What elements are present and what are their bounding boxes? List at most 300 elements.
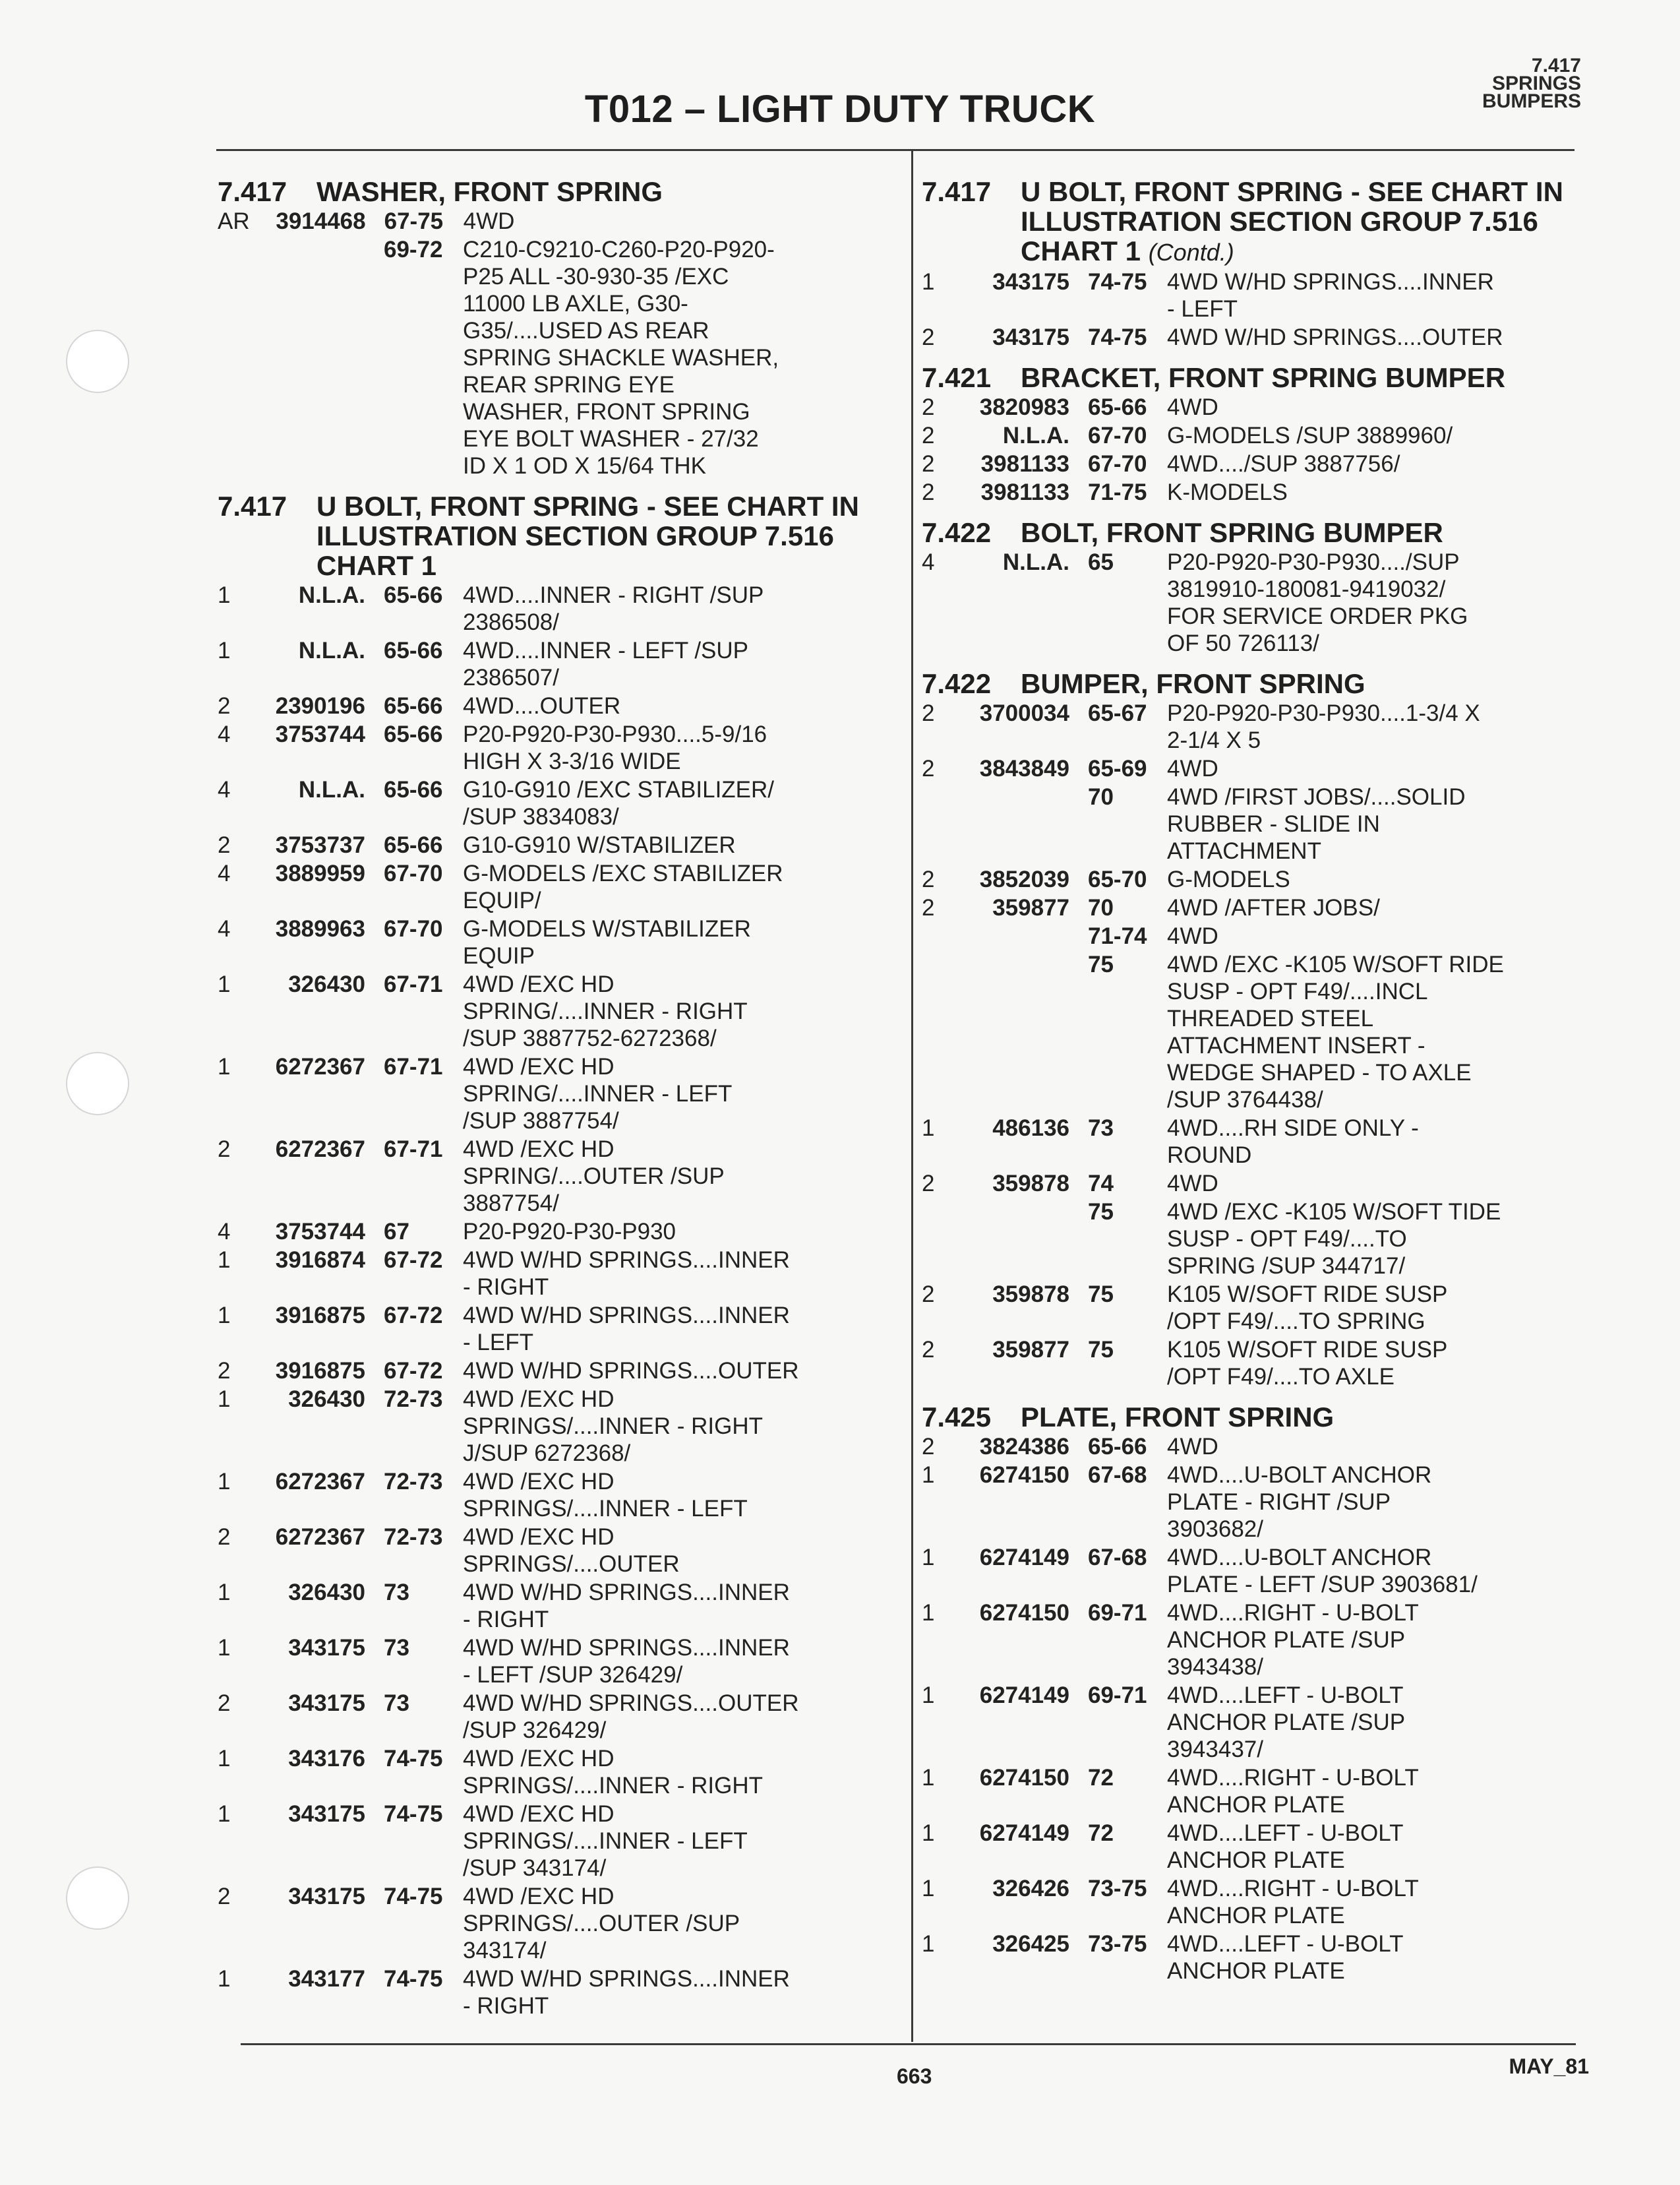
description: 4WD	[1167, 756, 1218, 782]
description: 4WD /EXC HD SPRINGS/....OUTER	[463, 1524, 680, 1577]
model-years: 67-71	[384, 971, 443, 997]
part-number: 343175	[992, 324, 1069, 350]
part-number: N.L.A.	[1002, 423, 1069, 448]
quantity: 2	[922, 867, 935, 892]
part-number: 3753744	[275, 722, 365, 747]
part-row	[922, 450, 1594, 477]
model-years: 67-71	[384, 1136, 443, 1162]
model-years: 73-75	[1088, 1931, 1147, 1957]
part-number: 326425	[992, 1931, 1069, 1957]
part-number	[953, 923, 1088, 950]
part-row	[922, 422, 1594, 449]
part-number: 343176	[288, 1746, 365, 1771]
section-title-text: BOLT, FRONT SPRING BUMPER	[1021, 517, 1443, 548]
description: 4WD W/HD SPRINGS....INNER - LEFT /SUP 326429/	[463, 1635, 790, 1688]
model-years: 73-75	[1088, 1876, 1147, 1901]
section-title-text: BUMPER, FRONT SPRING	[1021, 668, 1365, 699]
part-row	[218, 1053, 884, 1134]
section-number: 7.417	[218, 176, 287, 207]
quantity: 2	[218, 1884, 231, 1909]
description: 4WD /EXC HD SPRING/....OUTER /SUP 3887754/	[463, 1136, 725, 1216]
model-years: 65-66	[1088, 1434, 1147, 1460]
section	[218, 491, 884, 2019]
quantity: 2	[218, 693, 231, 719]
part-row	[922, 324, 1594, 351]
section	[922, 177, 1594, 351]
model-years: 67-72	[384, 1247, 443, 1273]
quantity: AR	[218, 208, 250, 234]
description: G-MODELS /SUP 3889960/	[1167, 423, 1453, 448]
section-title-text: PLATE, FRONT SPRING	[1021, 1401, 1335, 1432]
part-number: 343175	[288, 1801, 365, 1827]
part-row	[922, 1170, 1594, 1197]
quantity: 2	[922, 895, 935, 921]
description: 4WD W/HD SPRINGS....INNER - RIGHT	[463, 1247, 790, 1300]
part-number: 6274150	[979, 1765, 1069, 1791]
quantity: 1	[218, 971, 231, 997]
description: 4WD /EXC HD SPRINGS/....INNER - RIGHT J/SUP 6272368/	[463, 1386, 764, 1466]
quantity: 1	[218, 1247, 231, 1273]
page-title: T012 – LIGHT DUTY TRUCK	[584, 88, 1096, 131]
description: 4WD....RIGHT - U-BOLT ANCHOR PLATE /SUP 3943438/	[1167, 1600, 1419, 1680]
part-row	[218, 692, 884, 720]
description: 4WD....RH SIDE ONLY - ROUND	[1167, 1115, 1419, 1168]
model-years: 65-66	[384, 777, 443, 803]
model-years: 74-75	[384, 1801, 443, 1827]
section-number: 7.417	[218, 491, 287, 522]
part-number: N.L.A.	[298, 777, 365, 803]
description: G-MODELS	[1167, 867, 1290, 892]
description: 4WD....LEFT - U-BOLT ANCHOR PLATE	[1167, 1931, 1404, 1984]
quantity: 2	[218, 1524, 231, 1550]
part-row	[218, 915, 884, 969]
description: P20-P920-P30-P930....5-9/16 HIGH X 3-3/16 WIDE	[463, 722, 767, 774]
part-number: 3700034	[979, 700, 1069, 726]
model-years: 70	[1088, 784, 1114, 810]
quantity: 2	[218, 1136, 231, 1162]
part-number: 3981133	[980, 479, 1069, 505]
part-number: 6272367	[275, 1054, 365, 1080]
description: G10-G910 /EXC STABILIZER/ /SUP 3834083/	[463, 777, 775, 830]
part-number: 3889959	[275, 861, 365, 886]
model-years: 65-70	[1088, 867, 1147, 892]
quantity: 1	[218, 1966, 231, 1992]
quantity: 2	[922, 324, 935, 350]
model-years: 71-74	[1088, 923, 1147, 949]
part-number	[953, 784, 1088, 865]
description: 4WD....RIGHT - U-BOLT ANCHOR PLATE	[1167, 1765, 1419, 1818]
part-number: 343177	[288, 1966, 365, 1992]
part-number	[953, 951, 1088, 1113]
model-years: 67-72	[384, 1303, 443, 1328]
quantity: 1	[922, 1682, 935, 1708]
description: 4WD	[1167, 1171, 1218, 1196]
part-row	[218, 1883, 884, 1964]
description: K105 W/SOFT RIDE SUSP /OPT F49/....TO AXLE	[1167, 1337, 1448, 1390]
description: 4WD	[1167, 923, 1218, 949]
section-header	[922, 518, 1594, 547]
model-years: 65-66	[384, 582, 443, 608]
model-years: 75	[1088, 1199, 1114, 1225]
part-row	[922, 700, 1594, 754]
part-number: 3916874	[275, 1247, 365, 1273]
description: 4WD..../SUP 3887756/	[1167, 451, 1400, 477]
section-title	[1021, 518, 1594, 547]
quantity: 1	[922, 269, 935, 295]
part-number: 3889963	[275, 916, 365, 942]
quantity: 4	[922, 549, 935, 575]
part-row	[922, 923, 1594, 950]
model-years: 67-68	[1088, 1545, 1147, 1570]
quantity: 1	[218, 1746, 231, 1771]
description: 4WD W/HD SPRINGS....INNER - LEFT	[1167, 269, 1494, 322]
description: 4WD	[1167, 394, 1218, 420]
model-years: 74-75	[1088, 324, 1147, 350]
part-row	[922, 1433, 1594, 1460]
description: 4WD	[463, 208, 515, 234]
part-number: 2390196	[275, 693, 365, 719]
part-number: 3820983	[979, 394, 1069, 420]
model-years: 67-71	[384, 1054, 443, 1080]
description: 4WD /EXC HD SPRINGS/....OUTER /SUP 343174/	[463, 1884, 740, 1963]
part-row	[218, 1136, 884, 1217]
model-years: 71-75	[1088, 479, 1147, 505]
part-number: 3824386	[979, 1434, 1069, 1460]
part-row	[218, 582, 884, 636]
section-header	[218, 177, 884, 206]
model-years: 74-75	[384, 1884, 443, 1909]
section	[922, 363, 1594, 506]
quantity: 1	[218, 1580, 231, 1605]
section-header	[922, 177, 1594, 267]
part-number: 343175	[288, 1635, 365, 1661]
part-row	[218, 1579, 884, 1633]
binder-hole-middle	[66, 1052, 129, 1115]
model-years: 72	[1088, 1765, 1114, 1791]
model-years: 67-70	[384, 861, 443, 886]
group-number: 7.417	[1531, 55, 1581, 77]
part-row	[922, 268, 1594, 323]
model-years: 65-66	[384, 638, 443, 663]
quantity	[218, 236, 249, 479]
part-number: 3916875	[275, 1358, 365, 1384]
section-number: 7.425	[922, 1401, 992, 1432]
description: 4WD W/HD SPRINGS....OUTER /SUP 326429/	[463, 1690, 799, 1743]
part-row	[922, 1599, 1594, 1680]
model-years: 72-73	[384, 1469, 443, 1494]
section-title	[316, 177, 884, 206]
section-number: 7.417	[922, 176, 992, 207]
description: 4WD W/HD SPRINGS....OUTER	[1167, 324, 1503, 350]
model-years: 67-72	[384, 1358, 443, 1384]
part-row	[922, 1198, 1594, 1279]
description: 4WD....INNER - LEFT /SUP 2386507/	[463, 638, 749, 691]
section	[922, 669, 1594, 1390]
part-number: 3843849	[979, 756, 1069, 782]
model-years: 69-71	[1088, 1682, 1147, 1708]
part-number: 6274149	[979, 1545, 1069, 1570]
quantity: 1	[218, 1386, 231, 1412]
description: 4WD....LEFT - U-BOLT ANCHOR PLATE /SUP 3943437/	[1167, 1682, 1406, 1762]
part-row	[218, 1634, 884, 1688]
section-title-text: BRACKET, FRONT SPRING BUMPER	[1021, 362, 1506, 393]
part-row	[922, 1875, 1594, 1929]
quantity: 2	[922, 1434, 935, 1460]
section-title-text: WASHER, FRONT SPRING	[316, 176, 663, 207]
model-years: 70	[1088, 895, 1114, 921]
model-years: 75	[1088, 952, 1114, 977]
description: 4WD /EXC -K105 W/SOFT TIDE SUSP - OPT F49/....TO SPRING /SUP 344717/	[1167, 1199, 1501, 1279]
quantity: 1	[922, 1462, 935, 1488]
part-row	[218, 1386, 884, 1467]
model-years: 75	[1088, 1337, 1114, 1363]
model-years: 67	[384, 1219, 409, 1245]
quantity	[922, 923, 953, 950]
description: 4WD	[1167, 1434, 1218, 1460]
description: 4WD....OUTER	[463, 693, 621, 719]
part-row	[922, 894, 1594, 921]
quantity: 1	[922, 1931, 935, 1957]
part-row	[922, 784, 1594, 865]
part-number: 359877	[992, 1337, 1069, 1363]
section-number: 7.422	[922, 668, 992, 699]
description: 4WD W/HD SPRINGS....INNER - RIGHT	[463, 1966, 790, 2019]
part-row	[218, 832, 884, 859]
quantity	[922, 784, 953, 865]
left-column	[218, 177, 884, 2022]
quantity: 2	[922, 1337, 935, 1363]
part-number: 326430	[288, 1580, 365, 1605]
quantity: 2	[922, 451, 935, 477]
part-number: 3852039	[979, 867, 1069, 892]
part-row	[922, 1281, 1594, 1335]
part-row	[218, 1965, 884, 2019]
part-row	[922, 951, 1594, 1113]
quantity: 1	[218, 638, 231, 663]
model-years: 65-66	[1088, 394, 1147, 420]
part-number: 486136	[992, 1115, 1069, 1141]
description: 4WD /EXC HD SPRING/....INNER - RIGHT /SUP 3887752-6272368/	[463, 971, 748, 1051]
section-title-text: U BOLT, FRONT SPRING - SEE CHART IN ILLUSTRATION SECTION GROUP 7.516 CHART 1	[316, 491, 859, 581]
quantity: 2	[922, 1281, 935, 1307]
description: C210-C9210-C260-P20-P920- P25 ALL -30-930-35 /EXC 11000 LB AXLE, G30- G35/....USED AS REAR SPRING SHACKLE WASHER, REAR SPRING EYE WASHER, FRONT SPRING EYE BOLT WASHER - 27/32 ID X 1 OD X 15/64 THK	[463, 237, 779, 479]
description: K105 W/SOFT RIDE SUSP /OPT F49/....TO SPRING	[1167, 1281, 1448, 1334]
quantity	[922, 1198, 953, 1279]
section-title	[1021, 1402, 1594, 1432]
section	[922, 518, 1594, 657]
part-row	[218, 1246, 884, 1301]
part-number: 359878	[992, 1281, 1069, 1307]
part-number: 343175	[288, 1884, 365, 1909]
part-number: 6272367	[275, 1524, 365, 1550]
part-number: 359878	[992, 1171, 1069, 1196]
section-header	[218, 491, 884, 580]
model-years: 65-66	[384, 693, 443, 719]
page-number: 663	[897, 2064, 932, 2088]
part-row	[218, 1690, 884, 1744]
model-years: 75	[1088, 1281, 1114, 1307]
description: 4WD /EXC HD SPRING/....INNER - LEFT /SUP 3887754/	[463, 1054, 733, 1134]
part-row	[922, 1462, 1594, 1543]
part-row	[922, 1544, 1594, 1598]
part-row	[922, 1336, 1594, 1390]
binder-hole-bottom	[66, 1866, 129, 1930]
binder-hole-top	[66, 330, 129, 393]
quantity: 2	[922, 479, 935, 505]
model-years: 67-68	[1088, 1462, 1147, 1488]
quantity: 1	[922, 1820, 935, 1846]
part-number: 3916875	[275, 1303, 365, 1328]
quantity: 1	[922, 1545, 935, 1570]
quantity: 1	[218, 1303, 231, 1328]
description: 4WD /EXC -K105 W/SOFT RIDE SUSP - OPT F49/....INCL THREADED STEEL ATTACHMENT INSERT - WEDGE SHAPED - TO AXLE /SUP 3764438/	[1167, 952, 1504, 1113]
description: 4WD W/HD SPRINGS....INNER - RIGHT	[463, 1580, 790, 1632]
section-number: 7.421	[922, 362, 992, 393]
group-topic-springs: SPRINGS	[1491, 73, 1581, 94]
model-years: 74-75	[1088, 269, 1147, 295]
description: 4WD....RIGHT - U-BOLT ANCHOR PLATE	[1167, 1876, 1419, 1928]
part-row	[922, 1930, 1594, 1985]
revision-date: MAY_81	[1509, 2054, 1589, 2078]
part-row	[922, 1820, 1594, 1874]
footer-rule	[241, 2043, 1576, 2045]
group-topic-bumpers: BUMPERS	[1482, 90, 1581, 112]
quantity: 1	[922, 1876, 935, 1901]
part-number: 3981133	[980, 451, 1069, 477]
description: 4WD....INNER - RIGHT /SUP 2386508/	[463, 582, 764, 635]
model-years: 73	[384, 1690, 409, 1716]
section-number: 7.422	[922, 517, 992, 548]
part-row	[218, 1523, 884, 1578]
model-years: 67-70	[1088, 451, 1147, 477]
quantity: 4	[218, 916, 231, 942]
model-years: 72-73	[384, 1386, 443, 1412]
model-years: 73	[384, 1635, 409, 1661]
description: 4WD /EXC HD SPRINGS/....INNER - RIGHT	[463, 1746, 764, 1799]
column-divider	[911, 149, 913, 2042]
quantity: 1	[922, 1115, 935, 1141]
part-number: N.L.A.	[298, 582, 365, 608]
section	[922, 1402, 1594, 1985]
description: K-MODELS	[1167, 479, 1288, 505]
part-row	[922, 755, 1594, 782]
quantity: 2	[922, 394, 935, 420]
description: P20-P920-P30-P930....1-3/4 X 2-1/4 X 5	[1167, 700, 1480, 753]
part-row	[218, 860, 884, 914]
quantity: 1	[218, 1054, 231, 1080]
description: 4WD....U-BOLT ANCHOR PLATE - LEFT /SUP 3903681/	[1167, 1545, 1478, 1597]
section-title	[1021, 669, 1594, 698]
quantity: 2	[218, 1690, 231, 1716]
model-years: 65-69	[1088, 756, 1147, 782]
quantity: 1	[218, 1635, 231, 1661]
part-row	[218, 1302, 884, 1356]
part-row	[218, 208, 884, 235]
description: 4WD....LEFT - U-BOLT ANCHOR PLATE	[1167, 1820, 1404, 1873]
description: G10-G910 W/STABILIZER	[463, 832, 736, 858]
part-number	[953, 1198, 1088, 1279]
part-number: N.L.A.	[298, 638, 365, 663]
model-years: 72-73	[384, 1524, 443, 1550]
part-number: 3914468	[276, 208, 366, 234]
quantity	[922, 951, 953, 1113]
section-header	[922, 669, 1594, 698]
quantity: 2	[218, 1358, 231, 1384]
part-row	[218, 721, 884, 775]
section	[218, 177, 884, 479]
quantity: 4	[218, 861, 231, 886]
quantity: 1	[218, 1469, 231, 1494]
section-title-note: (Contd.)	[1148, 239, 1234, 266]
model-years: 73	[1088, 1115, 1114, 1141]
model-years: 67-75	[384, 208, 444, 234]
model-years: 65-66	[384, 832, 443, 858]
right-column	[922, 177, 1594, 1987]
description: 4WD /FIRST JOBS/....SOLID RUBBER - SLIDE IN ATTACHMENT	[1167, 784, 1466, 864]
part-number: 326430	[288, 1386, 365, 1412]
part-row	[922, 1682, 1594, 1763]
description: 4WD /EXC HD SPRINGS/....INNER - LEFT /SUP 343174/	[463, 1801, 748, 1881]
part-row	[218, 776, 884, 830]
model-years: 73	[384, 1580, 409, 1605]
part-number: 6274150	[979, 1600, 1069, 1626]
quantity: 2	[922, 1171, 935, 1196]
part-number	[249, 236, 384, 479]
part-row	[922, 394, 1594, 421]
part-row	[922, 479, 1594, 506]
part-row	[922, 1115, 1594, 1169]
section-title	[1021, 363, 1594, 392]
part-row	[218, 1357, 884, 1384]
quantity: 2	[922, 700, 935, 726]
description: 4WD /AFTER JOBS/	[1167, 895, 1380, 921]
section-header	[922, 1402, 1594, 1432]
description: 4WD /EXC HD SPRINGS/....INNER - LEFT	[463, 1469, 748, 1522]
model-years: 69-72	[384, 237, 443, 262]
description: G-MODELS W/STABILIZER EQUIP	[463, 916, 751, 969]
section-title-text: U BOLT, FRONT SPRING - SEE CHART IN ILLUSTRATION SECTION GROUP 7.516 CHART 1	[1021, 176, 1563, 266]
quantity: 1	[218, 582, 231, 608]
model-years: 69-71	[1088, 1600, 1147, 1626]
part-row	[218, 1468, 884, 1522]
section-title	[1021, 177, 1594, 267]
part-number: 6274149	[979, 1820, 1069, 1846]
quantity: 1	[922, 1600, 935, 1626]
part-number: 3753744	[275, 1219, 365, 1245]
header-rule	[216, 149, 1575, 151]
part-number: 6274150	[979, 1462, 1069, 1488]
part-number: 343175	[992, 269, 1069, 295]
part-row	[218, 637, 884, 691]
description: G-MODELS /EXC STABILIZER EQUIP/	[463, 861, 783, 913]
quantity: 2	[922, 423, 935, 448]
model-years: 74-75	[384, 1746, 443, 1771]
part-row	[218, 1800, 884, 1882]
model-years: 72	[1088, 1820, 1114, 1846]
description: P20-P920-P30-P930..../SUP 3819910-180081-9419032/ FOR SERVICE ORDER PKG OF 50 726113/	[1167, 549, 1468, 656]
description: 4WD W/HD SPRINGS....OUTER	[463, 1358, 799, 1384]
section-title	[316, 491, 884, 580]
model-years: 65-66	[384, 722, 443, 747]
part-number: 359877	[992, 895, 1069, 921]
part-row	[218, 1745, 884, 1799]
description: P20-P920-P30-P930	[463, 1219, 676, 1245]
model-years: 67-70	[384, 916, 443, 942]
part-number: N.L.A.	[1002, 549, 1069, 575]
part-number: 3753737	[275, 832, 365, 858]
part-number: 326426	[992, 1876, 1069, 1901]
part-number: 6274149	[979, 1682, 1069, 1708]
